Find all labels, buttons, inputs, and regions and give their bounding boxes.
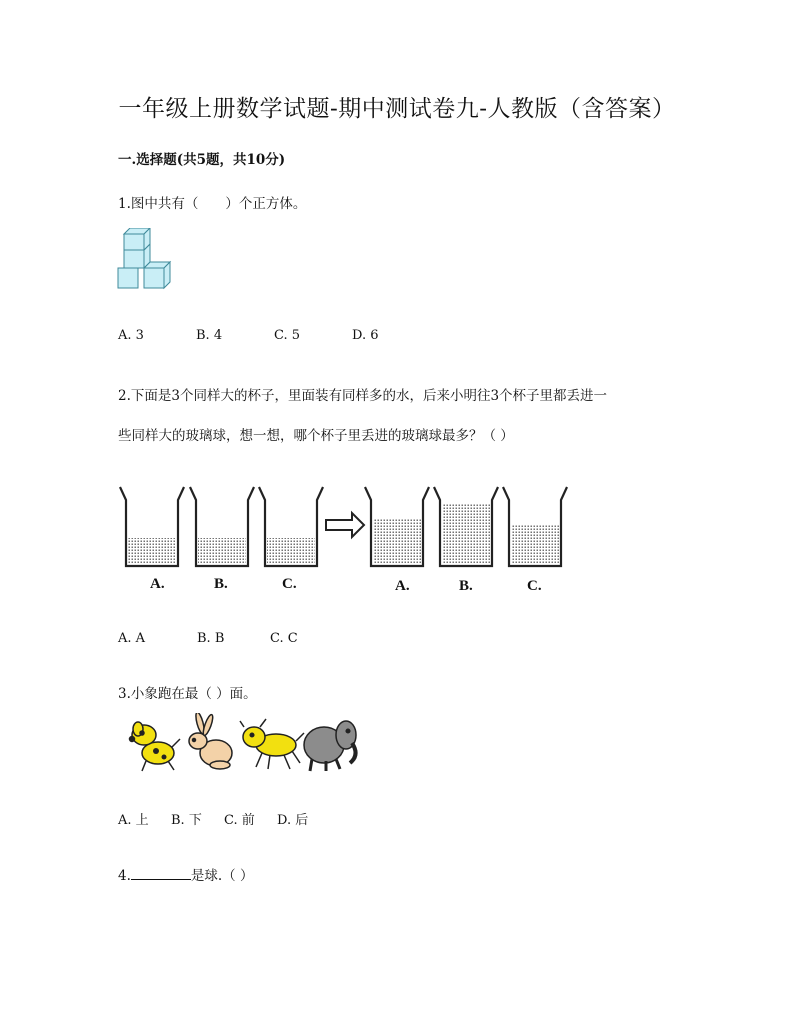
elephant-icon <box>304 721 356 771</box>
option-b[interactable]: B. 下 <box>171 813 202 828</box>
page-title: 一年级上册数学试题-期中测试卷九-人教版（含答案） <box>118 96 676 122</box>
cup-after-b <box>434 487 498 566</box>
option-d[interactable]: D. 后 <box>277 813 309 828</box>
option-a[interactable]: A. 3 <box>118 328 144 343</box>
cup-before-c <box>259 487 323 566</box>
question-4-number: 4. <box>118 868 131 884</box>
question-4-text: 是球.（ ） <box>190 868 254 884</box>
cups-figure <box>116 480 568 595</box>
cup-label: B. <box>214 576 228 592</box>
cow-icon <box>240 719 304 769</box>
cup-after-c <box>503 487 567 566</box>
question-2-stem-line-2: 些同样大的玻璃球，想一想，哪个杯子里丢进的玻璃球最多？（ ） <box>118 428 514 444</box>
cup-label: C. <box>282 576 297 592</box>
question-3-stem: 3.小象跑在最（ ）面。 <box>118 686 257 702</box>
cup-label: C. <box>527 578 542 594</box>
cup-label: A. <box>150 576 165 592</box>
option-c[interactable]: C. 前 <box>224 813 255 828</box>
question-2-options <box>118 631 330 646</box>
arrow-icon <box>326 513 364 537</box>
section-heading: 一.选择题(共5题，共10分) <box>118 152 286 168</box>
option-b[interactable]: B. 4 <box>196 328 223 343</box>
cup-label: A. <box>395 578 410 594</box>
question-1-options <box>118 328 430 343</box>
dog-icon <box>130 722 181 771</box>
animals-figure <box>128 713 360 773</box>
option-c[interactable]: C. C <box>270 631 298 646</box>
cup-after-a <box>365 487 429 566</box>
option-b[interactable]: B. B <box>197 631 225 646</box>
cup-label: B. <box>459 578 473 594</box>
cube-stack-figure <box>116 228 172 290</box>
cup-before-b <box>190 487 254 566</box>
answer-blank[interactable] <box>131 867 191 880</box>
cubes <box>118 228 170 288</box>
cup-before-a <box>120 487 184 566</box>
option-c[interactable]: C. 5 <box>274 328 301 343</box>
rabbit-icon <box>189 713 232 769</box>
question-3-options <box>118 809 330 828</box>
option-a[interactable]: A. 上 <box>118 813 149 828</box>
question-4-stem <box>118 864 253 884</box>
question-1-stem: 1.图中共有（ ）个正方体。 <box>118 196 307 212</box>
question-2-stem-line-1: 2.下面是3个同样大的杯子，里面装有同样多的水，后来小明往3个杯子里都丢进一 <box>118 388 608 404</box>
option-d[interactable]: D. 6 <box>352 328 379 343</box>
option-a[interactable]: A. A <box>118 631 146 646</box>
